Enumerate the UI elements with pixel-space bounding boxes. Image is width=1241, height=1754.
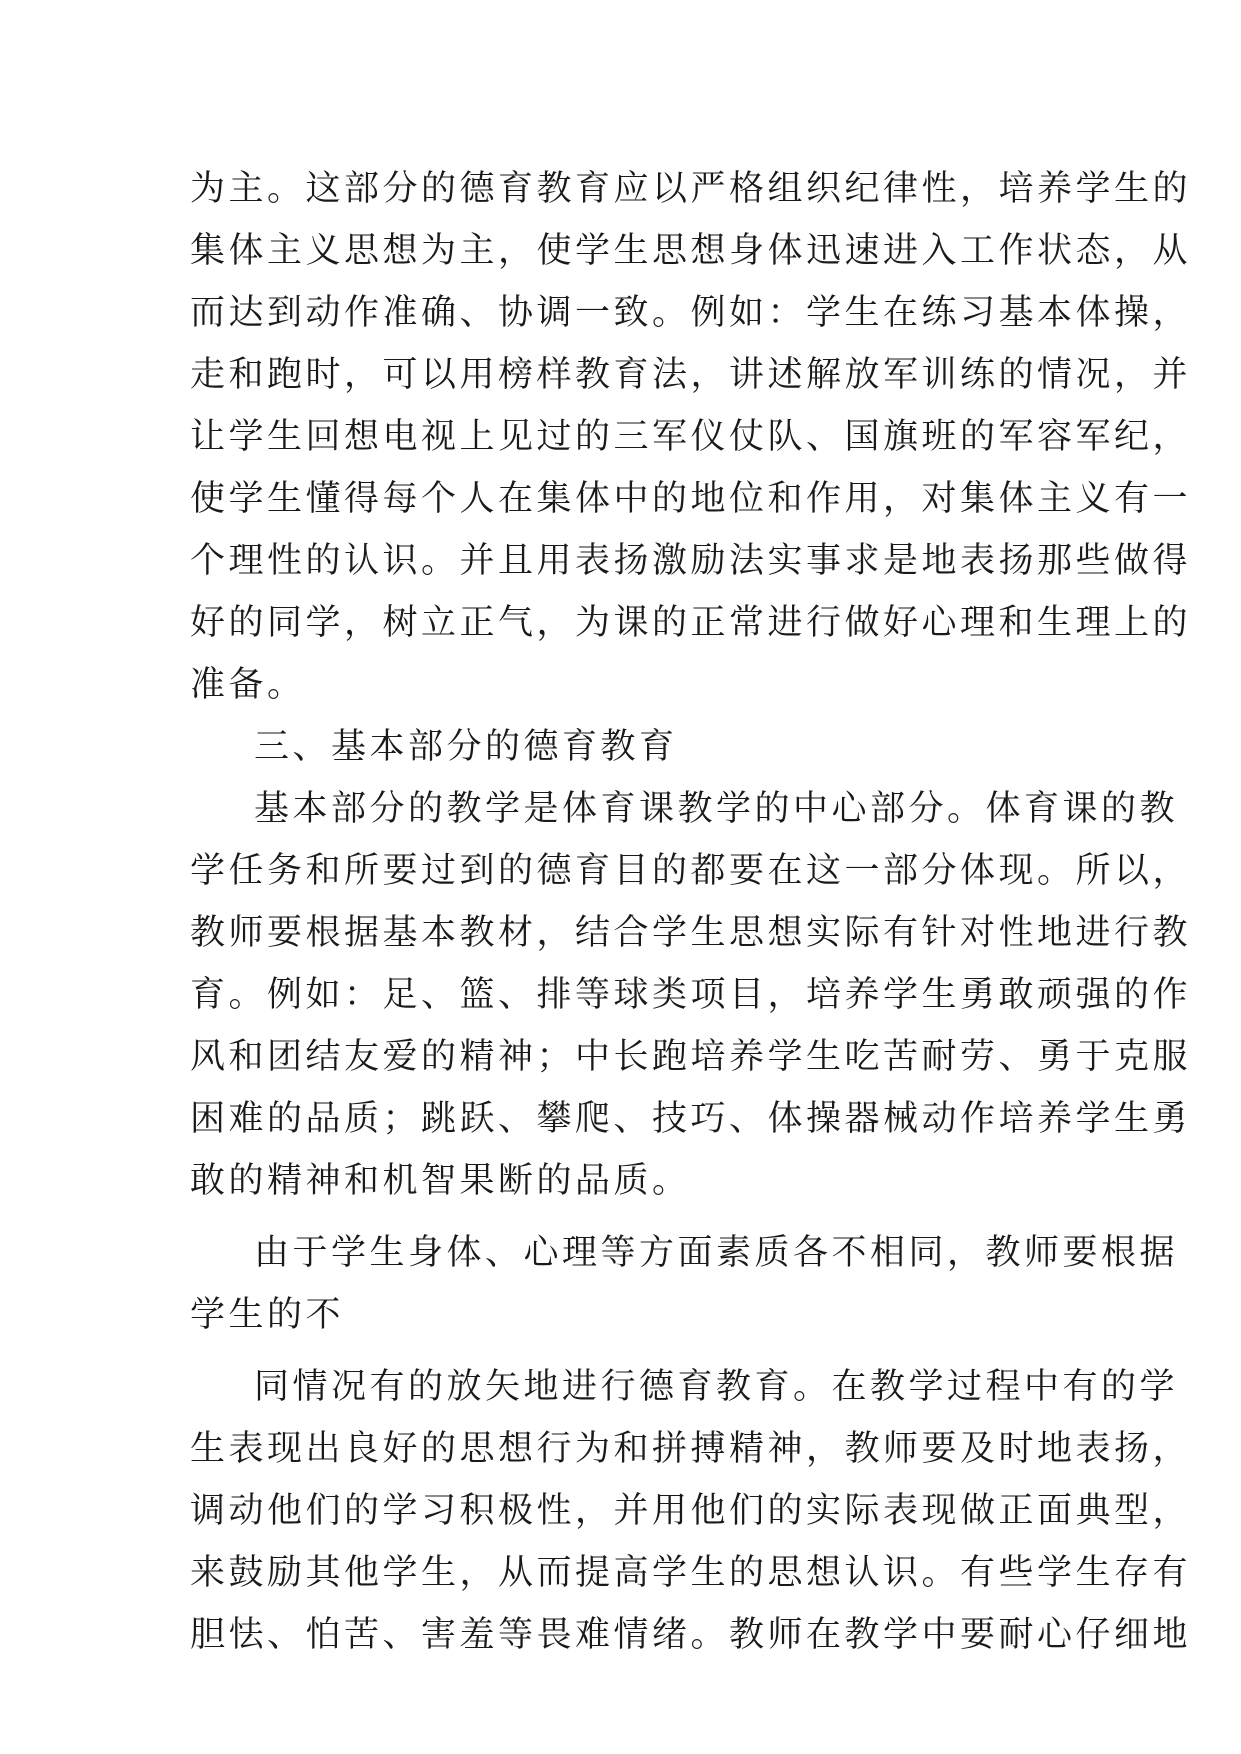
text-line: 为主。这部分的德育教育应以严格组织纪律性，培养学生的 bbox=[190, 169, 1192, 209]
text-line: 来鼓励其他学生，从而提高学生的思想认识。有些学生存有 bbox=[190, 1553, 1192, 1593]
text-line: 调动他们的学习积极性，并用他们的实际表现做正面典型， bbox=[190, 1491, 1192, 1531]
text-line: 学任务和所要过到的德育目的都要在这一部分体现。所以， bbox=[190, 851, 1192, 891]
text-line: 由于学生身体、心理等方面素质各不相同，教师要根据 bbox=[254, 1233, 1179, 1273]
text-line: 胆怯、怕苦、害羞等畏难情绪。教师在教学中要耐心仔细地 bbox=[190, 1615, 1192, 1655]
text-line: 风和团结友爱的精神；中长跑培养学生吃苦耐劳、勇于克服 bbox=[190, 1037, 1192, 1077]
text-line: 个理性的认识。并且用表扬激励法实事求是地表扬那些做得 bbox=[190, 541, 1192, 581]
text-line: 教师要根据基本教材，结合学生思想实际有针对性地进行教 bbox=[190, 913, 1192, 953]
text-line: 好的同学，树立正气，为课的正常进行做好心理和生理上的 bbox=[190, 603, 1192, 643]
text-line: 让学生回想电视上见过的三军仪仗队、国旗班的军容军纪， bbox=[190, 417, 1192, 457]
text-line: 使学生懂得每个人在集体中的地位和作用，对集体主义有一 bbox=[190, 479, 1192, 519]
text-line: 集体主义思想为主，使学生思想身体迅速进入工作状态，从 bbox=[190, 231, 1192, 271]
text-line: 困难的品质；跳跃、攀爬、技巧、体操器械动作培养学生勇 bbox=[190, 1099, 1192, 1139]
text-line: 育。例如：足、篮、排等球类项目，培养学生勇敢顽强的作 bbox=[190, 975, 1192, 1015]
text-line: 走和跑时，可以用榜样教育法，讲述解放军训练的情况，并 bbox=[190, 355, 1192, 395]
text-line: 同情况有的放矢地进行德育教育。在教学过程中有的学 bbox=[254, 1367, 1179, 1407]
document-body bbox=[190, 158, 1192, 1666]
text-line: 生表现出良好的思想行为和拼搏精神，教师要及时地表扬， bbox=[190, 1429, 1192, 1469]
text-line: 准备。 bbox=[190, 665, 306, 705]
text-line: 而达到动作准确、协调一致。例如：学生在练习基本体操， bbox=[190, 293, 1192, 333]
text-line: 敢的精神和机智果断的品质。 bbox=[190, 1161, 691, 1201]
text-line: 学生的不 bbox=[190, 1295, 345, 1335]
section-heading: 三、基本部分的德育教育 bbox=[254, 727, 678, 767]
text-line: 基本部分的教学是体育课教学的中心部分。体育课的教 bbox=[254, 789, 1179, 829]
